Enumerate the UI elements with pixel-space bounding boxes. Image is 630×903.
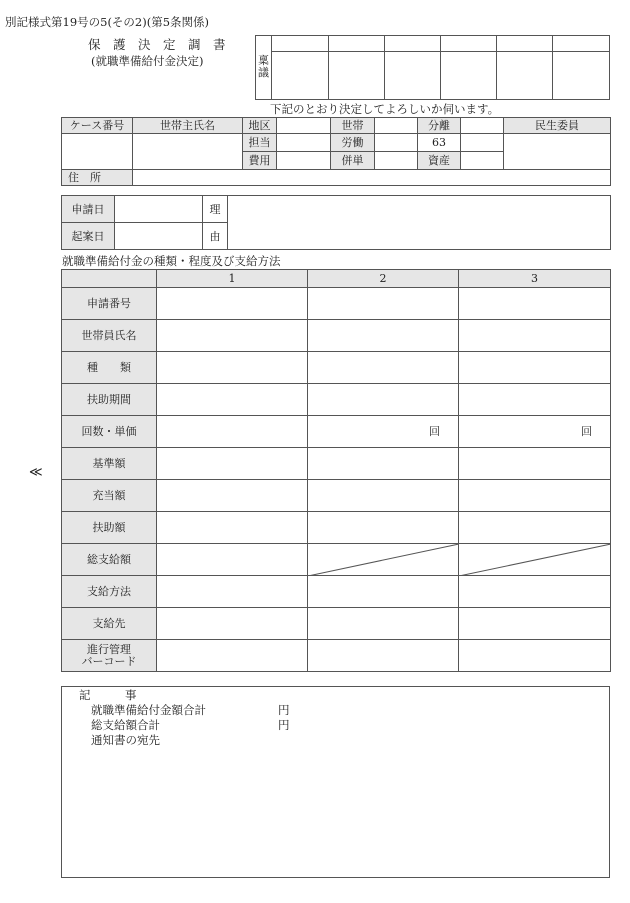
row-label-application-no: 申請番号 (62, 288, 157, 320)
in-charge-label: 担当 (243, 134, 277, 152)
row-label-type: 種 類 (62, 352, 157, 384)
notes-heading: 記 事 (79, 688, 137, 702)
table-cell (459, 640, 611, 672)
merged-value (375, 152, 418, 170)
table-cell (308, 384, 459, 416)
assets-value (461, 152, 504, 170)
diagonal-cell (308, 544, 459, 576)
document-subtitle: (就職準備給付金決定) (91, 54, 204, 68)
application-table (61, 195, 611, 250)
times-unit-cell-2: 回 (308, 416, 459, 448)
case-number-header: ケース番号 (62, 118, 133, 134)
row-label-applied-amount: 充当額 (62, 480, 157, 512)
head-name-header: 世帯主氏名 (133, 118, 243, 134)
household-label: 世帯 (331, 118, 375, 134)
table-cell (459, 320, 611, 352)
labor-label: 労働 (331, 134, 375, 152)
column-header-2: 2 (308, 270, 459, 288)
table-cell (157, 448, 308, 480)
table-cell (459, 608, 611, 640)
table-cell (157, 512, 308, 544)
welfare-officer-header: 民生委員 (504, 118, 611, 134)
case-number-value (62, 134, 133, 170)
table-cell (308, 608, 459, 640)
category-label: 分離 (418, 118, 461, 134)
side-mark: ≪ (29, 465, 43, 480)
table-cell (157, 544, 308, 576)
notes-yen-1: 円 (278, 703, 290, 717)
row-label-standard-amount: 基準額 (62, 448, 157, 480)
table-cell (157, 480, 308, 512)
diagonal-line (308, 544, 459, 576)
in-charge-value (277, 134, 331, 152)
table-cell (308, 288, 459, 320)
head-name-value (133, 134, 243, 170)
form-code: 別記様式第19号の5(その2)(第5条関係) (5, 15, 210, 29)
request-text: 下記のとおり決定してよろしいか伺います。 (270, 102, 500, 116)
district-label: 地区 (243, 118, 277, 134)
column-header-1: 1 (157, 270, 308, 288)
reason-char-1: 理 (203, 196, 228, 223)
draft-date-label: 起案日 (62, 223, 115, 250)
notes-line-payment-total: 総支給額合計 (91, 718, 160, 732)
table-cell (308, 480, 459, 512)
row-label-payee: 支給先 (62, 608, 157, 640)
table-cell (157, 320, 308, 352)
row-label-payment-method: 支給方法 (62, 576, 157, 608)
table-cell (459, 384, 611, 416)
table-cell (308, 512, 459, 544)
table-cell (157, 416, 308, 448)
notes-yen-2: 円 (278, 718, 290, 732)
notes-line-benefit-total: 就職準備給付金額合計 (91, 703, 206, 717)
table-cell (459, 352, 611, 384)
diagonal-line (459, 544, 611, 576)
expense-value (277, 152, 331, 170)
row-label-member-name: 世帯員氏名 (62, 320, 157, 352)
table-cell (308, 576, 459, 608)
benefit-table (61, 269, 611, 672)
notes-line-notice-recipient: 通知書の宛先 (91, 733, 160, 747)
table-cell (157, 352, 308, 384)
expense-label: 費用 (243, 152, 277, 170)
table-cell (459, 576, 611, 608)
address-value (133, 170, 611, 186)
times-unit-cell-3: 回 (459, 416, 611, 448)
address-label: 住 所 (62, 170, 133, 186)
table-cell (308, 640, 459, 672)
apply-date-value (115, 196, 203, 223)
reason-value (228, 196, 611, 250)
table-cell (459, 480, 611, 512)
table-cell (308, 320, 459, 352)
draft-date-value (115, 223, 203, 250)
benefit-corner (62, 270, 157, 288)
row-label-times-unit: 回数・単価 (62, 416, 157, 448)
table-cell (459, 448, 611, 480)
row-label-progress-barcode (62, 640, 157, 672)
table-cell (157, 384, 308, 416)
benefit-table-caption: 就職準備給付金の種類・程度及び支給方法 (62, 254, 281, 268)
table-cell (459, 512, 611, 544)
labor-value (375, 134, 418, 152)
row-label-period: 扶助期間 (62, 384, 157, 416)
table-cell (308, 448, 459, 480)
reason-char-2: 由 (203, 223, 228, 250)
table-cell (459, 288, 611, 320)
merged-label: 併単 (331, 152, 375, 170)
category-box (461, 118, 504, 134)
table-cell (157, 608, 308, 640)
barcode-label: バーコード (81, 654, 137, 668)
approval-label: 稟議 (258, 54, 269, 79)
assets-label: 資産 (418, 152, 461, 170)
diagonal-cell (459, 544, 611, 576)
welfare-officer-value (504, 134, 611, 170)
category-value-box (461, 134, 504, 152)
row-label-total-payment: 総支給額 (62, 544, 157, 576)
table-cell (157, 576, 308, 608)
household-value (375, 118, 418, 134)
table-cell (308, 352, 459, 384)
document-title: 保 護 決 定 調 書 (88, 37, 226, 52)
column-header-3: 3 (459, 270, 611, 288)
category-value: 63 (418, 134, 461, 152)
case-info-table (61, 117, 611, 186)
table-cell (157, 640, 308, 672)
district-value (277, 118, 331, 134)
apply-date-label: 申請日 (62, 196, 115, 223)
row-label-aid-amount: 扶助額 (62, 512, 157, 544)
table-cell (157, 288, 308, 320)
progress-label: 進行管理 (87, 642, 131, 656)
